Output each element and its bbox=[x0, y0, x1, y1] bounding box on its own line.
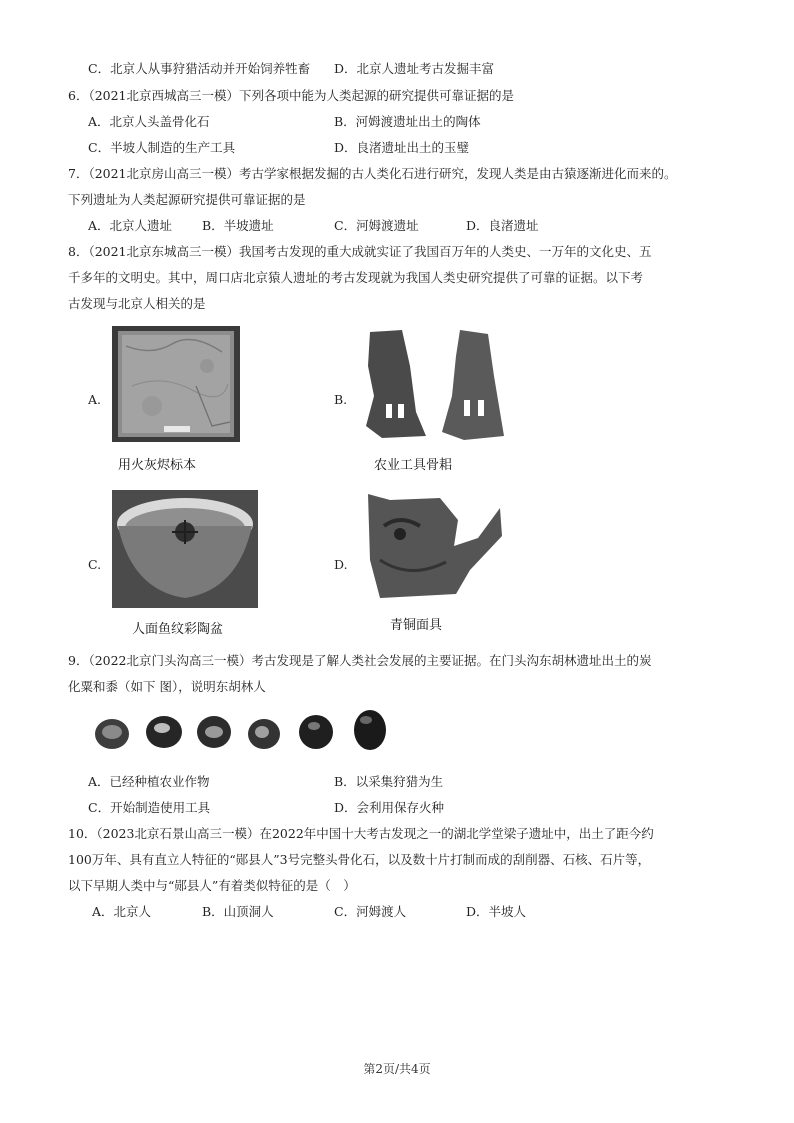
ash-specimen-image bbox=[112, 326, 240, 442]
q9-stem-line2: 化粟和黍（如下 图），说明东胡林人 bbox=[68, 679, 266, 694]
q8-option-c-caption: 人面鱼纹彩陶盆 bbox=[132, 622, 224, 637]
q6-option-a: A．北京人头盖骨化石 bbox=[88, 114, 210, 129]
bone-tool-image bbox=[360, 326, 510, 446]
q6-option-b: B．河姆渡遗址出土的陶体 bbox=[334, 114, 481, 129]
q7-option-b: B．半坡遗址 bbox=[202, 218, 274, 233]
q10-option-c: C．河姆渡人 bbox=[334, 904, 407, 919]
q8-option-c-letter: C. bbox=[88, 557, 102, 572]
q6-stem: 6．（2021北京西城高三一模）下列各项中能为人类起源的研究提供可靠证据的是 bbox=[68, 88, 515, 103]
q5-option-d: D．北京人遗址考古发掘丰富 bbox=[334, 61, 495, 76]
q8-option-a-caption: 用火灰烬标本 bbox=[118, 458, 197, 473]
q8-option-b-caption: 农业工具骨耜 bbox=[374, 458, 453, 473]
q8-option-a-letter: A. bbox=[88, 392, 102, 407]
q7-stem-line1: 7．（2021北京房山高三一模）考古学家根据发掘的古人类化石进行研究，发现人类是由古猿逐渐进化而来的。 bbox=[68, 166, 677, 181]
q6-option-d: D．良渚遗址出土的玉璧 bbox=[334, 140, 470, 155]
q10-option-a: A．北京人 bbox=[92, 904, 152, 919]
q7-stem-line2: 下列遗址为人类起源研究提供可靠证据的是 bbox=[68, 192, 306, 207]
q7-option-d: D．良渚遗址 bbox=[466, 218, 539, 233]
q9-stem-line1: 9．（2022北京门头沟高三一模）考古发现是了解人类社会发展的主要证据。在门头沟东胡林遗址出土的炭 bbox=[68, 653, 652, 668]
q10-stem-line1: 10．（2023北京石景山高三一模）在2022年中国十大考古发现之一的湖北学堂梁子遗址中，出土了距今约 bbox=[68, 826, 654, 841]
q7-option-c: C．河姆渡遗址 bbox=[334, 218, 419, 233]
q8-option-d-caption: 青铜面具 bbox=[390, 618, 443, 633]
q8-option-b-letter: B. bbox=[334, 392, 348, 407]
page-number: 第2页/共4页 bbox=[363, 1062, 431, 1076]
bronze-mask-image bbox=[360, 490, 510, 608]
q10-stem-line2: 100万年、具有直立人特征的“郧县人”3号完整头骨化石，以及数十片打制而成的刮削器、石核、石片等， bbox=[68, 852, 651, 867]
q7-option-a: A．北京人遗址 bbox=[88, 218, 173, 233]
q10-option-d: D．半坡人 bbox=[466, 904, 527, 919]
q9-option-b: B．以采集狩猎为生 bbox=[334, 774, 444, 789]
q9-option-d: D．会利用保存火种 bbox=[334, 800, 445, 815]
q10-option-b: B．山顶洞人 bbox=[202, 904, 274, 919]
q6-option-c: C．半坡人制造的生产工具 bbox=[88, 140, 236, 155]
q8-stem-line2: 千多年的文明史。其中，周口店北京猿人遗址的考古发现就为我国人类史研究提供了可靠的证据。以下考 bbox=[68, 270, 644, 285]
carbonized-grain-image bbox=[92, 708, 392, 758]
q9-option-c: C．开始制造使用工具 bbox=[88, 800, 211, 815]
pottery-basin-image bbox=[112, 490, 258, 608]
q8-stem-line3: 古发现与北京人相关的是 bbox=[68, 296, 206, 311]
q5-option-c: C．北京人从事狩猎活动并开始饲养牲畜 bbox=[88, 61, 311, 76]
q9-option-a: A．已经种植农业作物 bbox=[88, 774, 210, 789]
q8-option-d-letter: D. bbox=[334, 557, 348, 572]
q10-stem-line3: 以下早期人类中与“郧县人”有着类似特征的是（ ） bbox=[68, 878, 356, 893]
q8-stem-line1: 8．（2021北京东城高三一模）我国考古发现的重大成就实证了我国百万年的人类史、一万年的文化史、五 bbox=[68, 244, 652, 259]
